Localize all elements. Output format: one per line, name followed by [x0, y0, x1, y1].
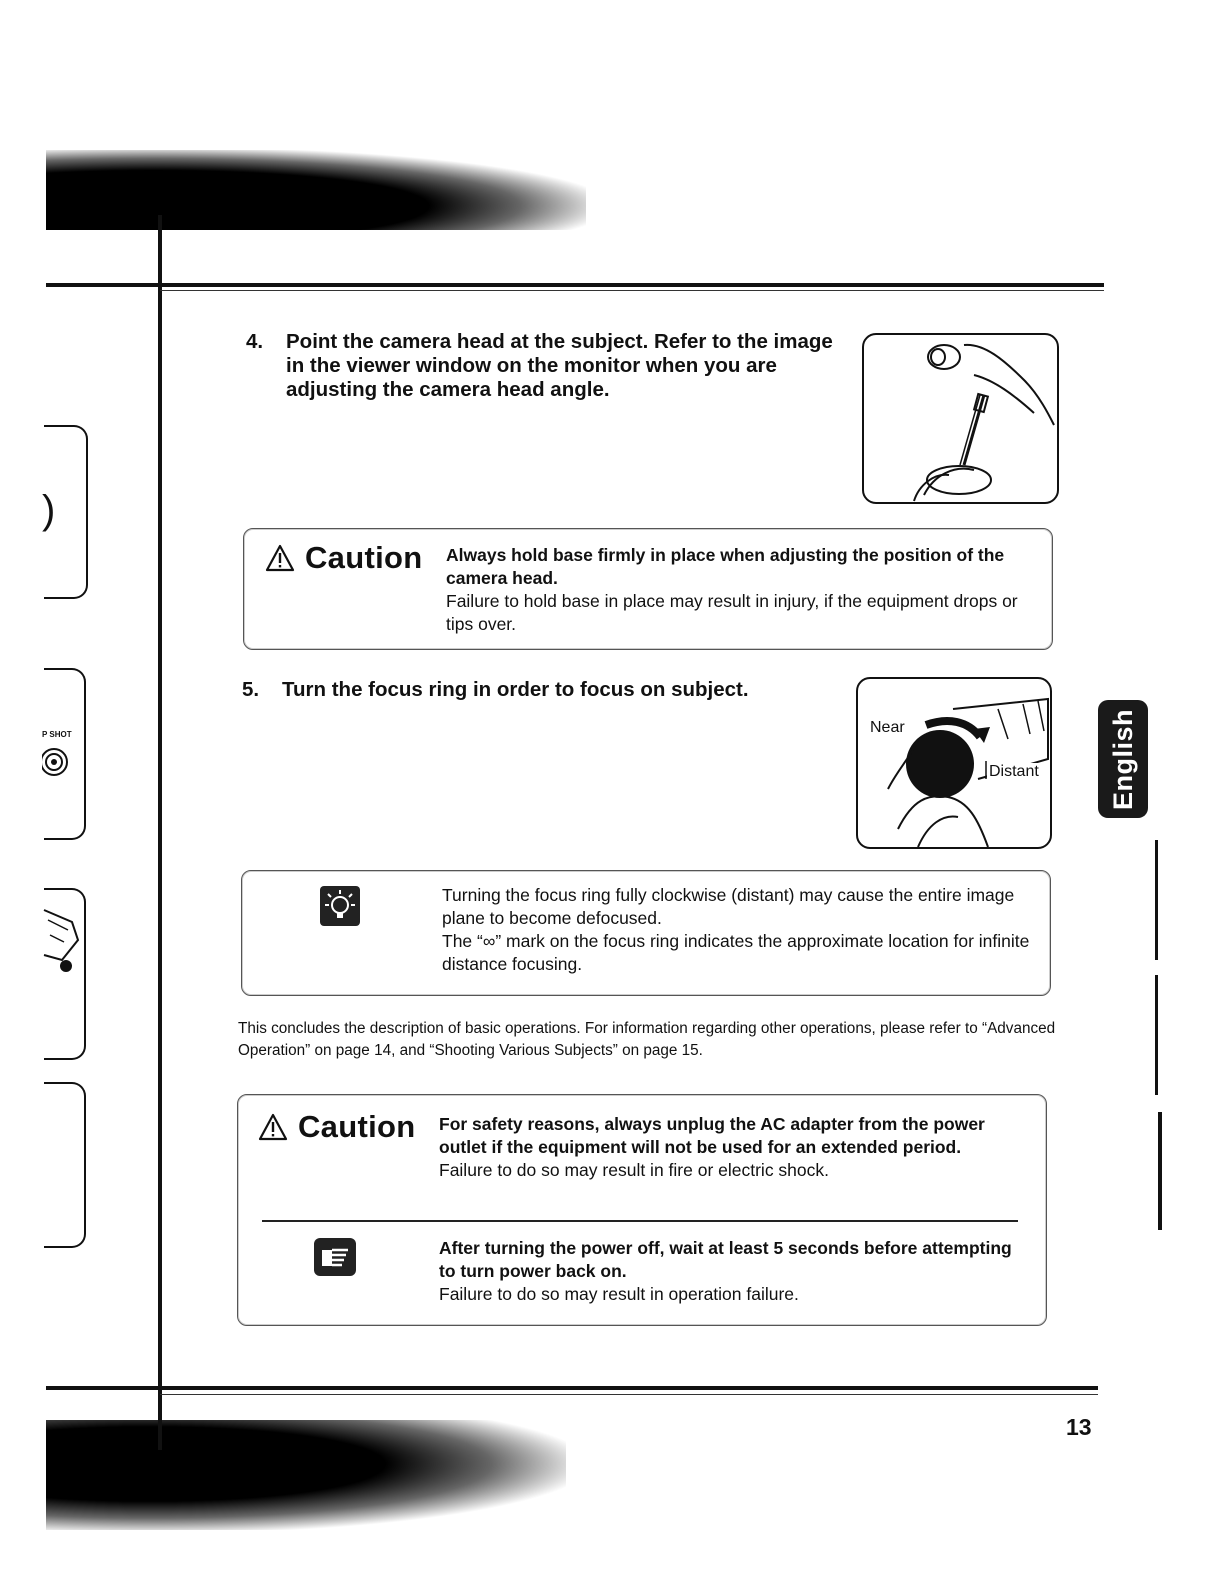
step-number: 4.: [246, 330, 264, 353]
lightbulb-icon: [320, 886, 360, 926]
caution-bold-text: For safety reasons, always unplug the AC adapter from the power outlet if the equipment will not be used for an extended period.: [439, 1114, 985, 1157]
pointing-hand-icon: [314, 1238, 356, 1276]
memo-bold-text: After turning the power off, wait at least 5 seconds before attempting to turn power back on.: [439, 1238, 1012, 1281]
step-5: [242, 678, 842, 708]
conclusion-text: This concludes the description of basic operations. For information regarding other operations, please refer to “Advanced Operation” on page 14, and “Shooting Various Subjects” on page 15.: [238, 1020, 1056, 1059]
thumb-index-mark: [1158, 1112, 1162, 1230]
near-label: Near: [870, 719, 905, 736]
warning-triangle-icon: [258, 1113, 288, 1141]
bottom-rule: [46, 1386, 1098, 1390]
step-4: [246, 330, 846, 410]
step-number: 5.: [242, 678, 260, 701]
caution-body: [439, 1113, 1029, 1182]
tip-body: [442, 884, 1032, 976]
page-number: 13: [1066, 1414, 1092, 1440]
caution-body: [446, 544, 1036, 636]
warning-triangle-icon: [265, 544, 295, 572]
binding-shadow-bottom: [46, 1420, 566, 1530]
binding-shadow-top: [46, 150, 586, 230]
caution-title: Caution: [305, 540, 423, 575]
tip-text-2: The “∞” mark on the focus ring indicates the approximate location for infinite distance focusing.: [442, 931, 1030, 974]
top-rule-thin: [160, 290, 1104, 291]
caution-text: Failure to hold base in place may result in injury, if the equipment drops or tips over.: [446, 591, 1018, 634]
top-rule: [46, 283, 1104, 287]
thumb-index-mark: [1155, 840, 1158, 960]
distant-label: Distant: [989, 763, 1039, 780]
tip-text-1: Turning the focus ring fully clockwise (distant) may cause the entire image plane to become defocused.: [442, 885, 1015, 928]
page-gutter-line: [158, 215, 162, 1450]
caution-heading: [265, 540, 422, 576]
caution-heading: [258, 1109, 415, 1145]
step-text: Point the camera head at the subject. Refer to the image in the viewer window on the monitor when you are adjusting the camera head angle.: [286, 330, 833, 401]
language-tab: [1098, 700, 1148, 818]
memo-text: Failure to do so may result in operation failure.: [439, 1284, 799, 1304]
language-tab-label: English: [1107, 708, 1138, 810]
caution-text: Failure to do so may result in fire or electric shock.: [439, 1160, 830, 1180]
thumb-index-mark: [1155, 975, 1158, 1095]
adjacent-page-glyph: ): [42, 488, 56, 532]
step-text: Turn the focus ring in order to focus on subject.: [282, 678, 749, 701]
adjacent-page-camera-fragment: [42, 900, 82, 980]
memo-body: [439, 1237, 1029, 1306]
adjacent-page-box: [44, 1082, 86, 1248]
adjacent-page-label: P SHOT: [42, 730, 72, 739]
camera-head-figure: [862, 333, 1059, 504]
focus-ring-figure: [856, 677, 1052, 849]
adjacent-page-dial-icon: [42, 742, 74, 782]
camera-head-illustration: [864, 335, 1057, 502]
caution-title: Caution: [298, 1109, 416, 1144]
bottom-rule-thin: [160, 1394, 1098, 1395]
notice-divider: [262, 1220, 1018, 1222]
caution-bold-text: Always hold base firmly in place when adjusting the position of the camera head.: [446, 545, 1005, 588]
